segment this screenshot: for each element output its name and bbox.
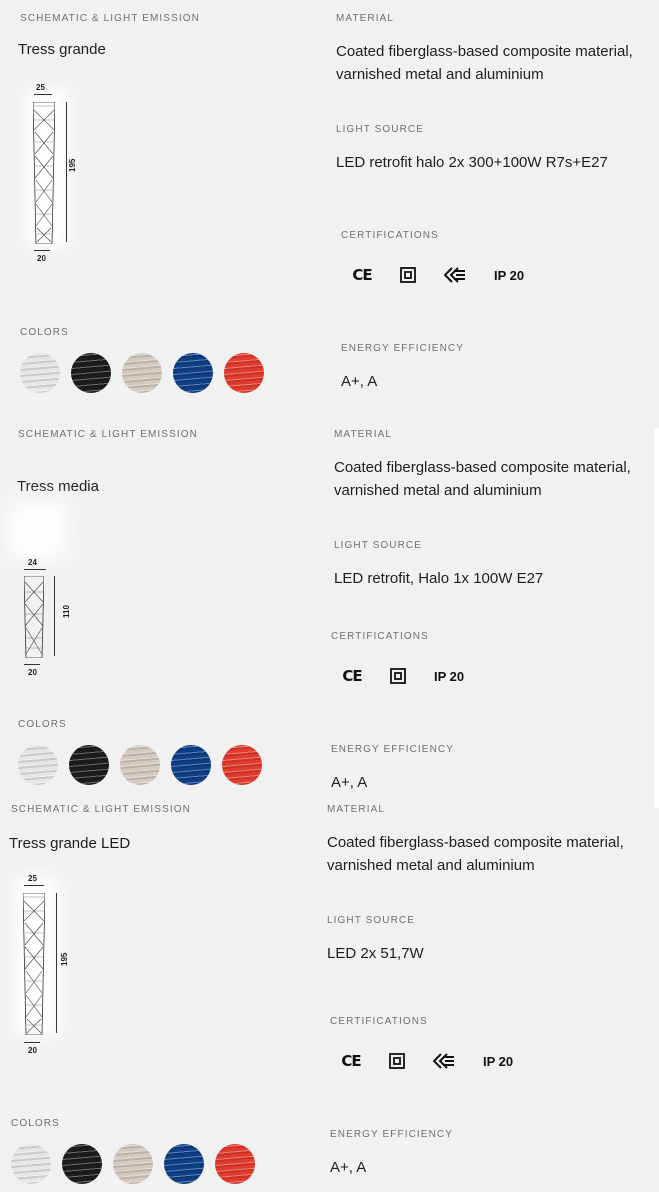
lamp-drawing: [23, 893, 45, 1035]
material-label: MATERIAL: [334, 429, 393, 440]
dim-height-line: [54, 576, 55, 656]
ip-rating-badge: IP 20: [434, 668, 465, 684]
product-title: Tress media: [17, 478, 99, 495]
ce-mark-icon: CE: [342, 667, 362, 685]
dim-bottom-line: [24, 664, 40, 665]
color-swatch-sand[interactable]: [122, 353, 162, 393]
product-panel-tress-media: [0, 410, 659, 798]
color-swatch-red[interactable]: [215, 1144, 255, 1184]
dim-top: 25: [28, 874, 37, 883]
dim-height: 195: [60, 952, 69, 966]
lamp-schematic: [18, 80, 88, 270]
dim-top: 25: [36, 83, 45, 92]
certifications-label: CERTIFICATIONS: [331, 631, 429, 642]
color-swatch-blue[interactable]: [173, 353, 213, 393]
energy-label: ENERGY EFFICIENCY: [341, 343, 464, 354]
colors-label: COLORS: [11, 1118, 60, 1129]
certifications-label: CERTIFICATIONS: [341, 230, 439, 241]
dim-height-line: [66, 102, 67, 242]
material-value: Coated fiberglass-based composite material, varnished metal and aluminium: [334, 459, 631, 499]
ip-rating-badge: IP 20: [483, 1053, 514, 1069]
color-swatch-sand[interactable]: [120, 745, 160, 785]
light-source-value: LED retrofit halo 2x 300+100W R7s+E27: [336, 154, 608, 171]
double-insulation-icon: [389, 1053, 405, 1069]
energy-value: A+, A: [331, 774, 368, 791]
dim-top-line: [34, 94, 52, 95]
color-swatch-black[interactable]: [69, 745, 109, 785]
dim-bottom: 20: [28, 1046, 37, 1055]
schematic-label: SCHEMATIC & LIGHT EMISSION: [18, 429, 198, 440]
certifications-label: CERTIFICATIONS: [330, 1016, 428, 1027]
scroll-edge: [654, 428, 659, 808]
double-insulation-icon: [400, 267, 416, 283]
color-swatch-black[interactable]: [71, 353, 111, 393]
certifications-row: [352, 266, 524, 284]
material-value: Coated fiberglass-based composite material, varnished metal and aluminium: [336, 43, 633, 83]
lamp-schematic: [8, 500, 88, 690]
dim-bottom: 20: [37, 254, 46, 263]
color-swatches: [18, 745, 273, 785]
ip-rating-badge: IP 20: [494, 267, 525, 283]
colors-label: COLORS: [20, 327, 69, 338]
enec-mark-icon: [433, 1053, 455, 1069]
schematic-label: SCHEMATIC & LIGHT EMISSION: [20, 13, 200, 24]
product-panel-tress-grande: [0, 0, 659, 410]
color-swatch-black[interactable]: [62, 1144, 102, 1184]
product-panel-tress-grande-led: [0, 798, 659, 1192]
energy-value: A+, A: [330, 1159, 367, 1176]
dim-bottom: 20: [28, 668, 37, 677]
dim-top-line: [24, 885, 44, 886]
color-swatch-blue[interactable]: [164, 1144, 204, 1184]
light-source-label: LIGHT SOURCE: [327, 915, 416, 926]
color-swatches: [20, 353, 275, 393]
lamp-schematic: [10, 870, 80, 1060]
color-swatch-blue[interactable]: [171, 745, 211, 785]
ce-mark-icon: CE: [352, 266, 372, 284]
color-swatch-white[interactable]: [20, 353, 60, 393]
dim-height-line: [56, 893, 57, 1033]
color-swatch-white[interactable]: [11, 1144, 51, 1184]
dim-bottom-line: [24, 1042, 40, 1043]
product-title: Tress grande LED: [9, 835, 131, 852]
dim-top: 24: [28, 558, 37, 567]
color-swatches: [11, 1144, 266, 1184]
energy-label: ENERGY EFFICIENCY: [331, 744, 454, 755]
color-swatch-white[interactable]: [18, 745, 58, 785]
colors-label: COLORS: [18, 719, 67, 730]
light-emission-glow: [8, 500, 68, 560]
light-source-value: LED retrofit, Halo 1x 100W E27: [334, 570, 544, 587]
ce-mark-icon: CE: [341, 1052, 361, 1070]
product-title: Tress grande: [18, 41, 106, 58]
enec-mark-icon: [444, 267, 466, 283]
color-swatch-red[interactable]: [224, 353, 264, 393]
material-value: Coated fiberglass-based composite material, varnished metal and aluminium: [327, 834, 624, 874]
lamp-drawing: [33, 102, 55, 244]
double-insulation-icon: [390, 668, 406, 684]
light-source-label: LIGHT SOURCE: [334, 540, 423, 551]
certifications-row: [342, 667, 464, 685]
dim-top-line: [24, 569, 46, 570]
light-source-value: LED 2x 51,7W: [327, 945, 424, 962]
material-label: MATERIAL: [336, 13, 395, 24]
energy-label: ENERGY EFFICIENCY: [330, 1129, 453, 1140]
dim-bottom-line: [34, 250, 50, 251]
dim-height: 195: [68, 158, 77, 172]
material-label: MATERIAL: [327, 804, 386, 815]
schematic-label: SCHEMATIC & LIGHT EMISSION: [11, 804, 191, 815]
dim-height: 110: [62, 605, 71, 618]
lamp-drawing: [24, 576, 44, 658]
light-source-label: LIGHT SOURCE: [336, 124, 425, 135]
certifications-row: [341, 1052, 513, 1070]
energy-value: A+, A: [341, 373, 378, 390]
color-swatch-sand[interactable]: [113, 1144, 153, 1184]
color-swatch-red[interactable]: [222, 745, 262, 785]
